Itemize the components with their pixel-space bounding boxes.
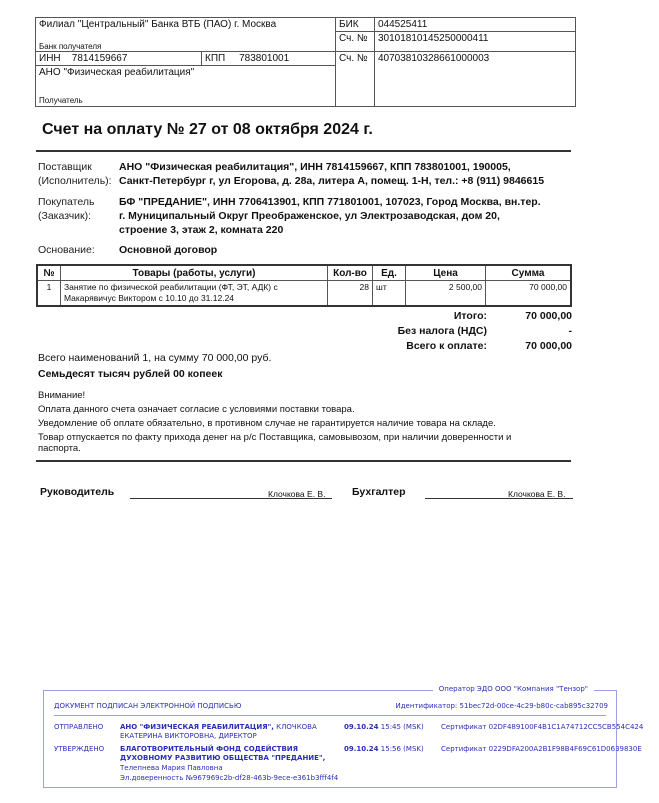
col-sum: Сумма xyxy=(486,265,572,281)
approved-date: 09.10.24 xyxy=(344,745,379,753)
notice-divider xyxy=(36,460,571,462)
bank-details-table xyxy=(35,17,576,107)
sent-person-2: ЕКАТЕРИНА ВИКТОРОВНА, ДИРЕКТОР xyxy=(120,732,257,740)
buyer-label-sub: (Заказчик): xyxy=(38,210,92,222)
buyer-block xyxy=(38,195,578,239)
row-num: 1 xyxy=(37,281,61,307)
total-value: 70 000,00 xyxy=(525,310,572,322)
recipient-name: АНО "Физическая реабилитация" xyxy=(39,67,195,78)
approved-org-2: ДУХОВНОМУ РАЗВИТИЮ ОБЩЕСТВА "ПРЕДАНИЕ", xyxy=(120,754,326,762)
approved-certificate: Сертификат 0229DFA200A2B1F98B4F69C61D0639830E xyxy=(441,745,642,753)
items-table xyxy=(36,264,572,307)
accountant-name: Клочкова Е. В. xyxy=(508,489,566,499)
sent-label: ОТПРАВЛЕНО xyxy=(54,723,104,731)
approved-org-1: БЛАГОТВОРИТЕЛЬНЫЙ ФОНД СОДЕЙСТВИЯ xyxy=(120,745,299,753)
due-row xyxy=(372,340,572,354)
items-count-summary: Всего наименований 1, на сумму 70 000,00 руб. xyxy=(38,352,272,364)
account-value: 40703810328661000003 xyxy=(378,53,490,64)
supplier-line-2: Санкт-Петербург г, ул Егорова, д. 28а, литера А, помещ. 1-Н, тел.: +8 (911) 9846615 xyxy=(119,175,545,187)
bank-name-cell xyxy=(36,18,336,52)
kpp-value: 783801001 xyxy=(239,53,290,64)
sent-date: 09.10.24 xyxy=(344,723,379,731)
col-qty: Кол-во xyxy=(328,265,373,281)
inn-cell xyxy=(36,52,202,66)
col-unit: Ед. xyxy=(373,265,406,281)
row-goods-line-1: Занятие по физической реабилитации (ФТ, ЭТ, АДК) с xyxy=(64,282,278,292)
approved-datetime xyxy=(344,745,424,753)
sent-certificate: Сертификат 02DF489100F4B1C1A74712CC5CB554C424 xyxy=(441,723,644,731)
approved-poa: Эл.доверенность №967969c2b-df28-463b-9ece-e361b3fff4f4 xyxy=(120,774,339,782)
total-row xyxy=(372,310,572,324)
sent-signer xyxy=(120,723,317,731)
notice-line-2: Уведомление об оплате обязательно, в противном случае не гарантируется наличие товара на складе. xyxy=(38,418,496,429)
buyer-label: Покупатель xyxy=(38,196,95,208)
sent-person-1: КЛОЧКОВА xyxy=(276,723,317,731)
invoice-title: Счет на оплату № 27 от 08 октября 2024 г. xyxy=(42,121,373,138)
director-name: Клочкова Е. В. xyxy=(268,489,326,499)
inn-value: 7814159667 xyxy=(71,53,128,64)
recipient-cell xyxy=(36,66,336,107)
vat-label: Без налога (НДС) xyxy=(397,325,487,337)
title-divider xyxy=(36,150,571,152)
inn-label: ИНН xyxy=(39,53,61,64)
account-label: Сч. № xyxy=(336,52,375,107)
sent-datetime xyxy=(344,723,424,731)
row-qty: 28 xyxy=(328,281,373,307)
bank-name: Филиал "Центральный" Банка ВТБ (ПАО) г. Москва xyxy=(39,19,277,30)
edo-identifier: Идентификатор: 51bec72d-00ce-4c29-b80c-cab895c32709 xyxy=(395,702,608,710)
row-unit: шт xyxy=(373,281,406,307)
supplier-label-sub: (Исполнитель): xyxy=(38,175,112,187)
amount-in-words: Семьдесят тысяч рублей 00 копеек xyxy=(38,368,223,380)
buyer-line-1: БФ "ПРЕДАНИЕ", ИНН 7706413901, КПП 771801001, 107023, Город Москва, вн.тер. xyxy=(119,196,541,208)
notice-line-1: Оплата данного счета означает согласие с условиями поставки товара. xyxy=(38,404,355,415)
corr-account-label: Сч. № xyxy=(336,32,375,52)
vat-value: - xyxy=(568,325,572,337)
total-label: Итого: xyxy=(453,310,487,322)
row-goods xyxy=(61,281,328,307)
row-price: 2 500,00 xyxy=(406,281,486,307)
edo-divider xyxy=(54,715,606,716)
notice-line-4: паспорта. xyxy=(38,443,81,454)
recipient-label: Получатель xyxy=(39,96,83,105)
accountant-label: Бухгалтер xyxy=(352,486,406,498)
buyer-line-3: строение 3, этаж 2, комната 220 xyxy=(119,224,284,236)
basis-label: Основание: xyxy=(38,244,95,256)
kpp-cell xyxy=(202,52,336,66)
director-label: Руководитель xyxy=(40,486,115,498)
supplier-block xyxy=(38,160,578,190)
bank-label: Банк получателя xyxy=(39,42,102,51)
kpp-label: КПП xyxy=(205,53,226,64)
edo-heading: ДОКУМЕНТ ПОДПИСАН ЭЛЕКТРОННОЙ ПОДПИСЬЮ xyxy=(54,702,242,710)
due-value: 70 000,00 xyxy=(525,340,572,352)
col-goods: Товары (работы, услуги) xyxy=(61,265,328,281)
bik-label: БИК xyxy=(336,18,375,32)
approved-label: УТВЕРЖДЕНО xyxy=(54,745,105,753)
vat-row xyxy=(372,325,572,339)
col-price: Цена xyxy=(406,265,486,281)
bik-value: 044525411 xyxy=(375,18,576,32)
edo-operator: Оператор ЭДО ООО "Компания "Тензор" xyxy=(433,685,594,693)
notice-heading: Внимание! xyxy=(38,390,86,401)
row-goods-line-2: Макарявичус Виктором с 10.10 до 31.12.24 xyxy=(64,293,235,303)
basis-value: Основной договор xyxy=(119,244,218,256)
due-label: Всего к оплате: xyxy=(406,340,487,352)
notice-line-3: Товар отпускается по факту прихода денег на р/с Поставщика, самовывозом, при наличии доверенности и xyxy=(38,432,512,443)
approved-person: Телепнева Мария Павловна xyxy=(120,764,223,772)
sent-time: 15:45 (MSK) xyxy=(380,723,424,731)
items-header-row xyxy=(37,265,571,281)
supplier-line-1: АНО "Физическая реабилитация", ИНН 7814159667, КПП 783801001, 190005, xyxy=(119,161,511,173)
supplier-label: Поставщик xyxy=(38,161,92,173)
col-num: № xyxy=(37,265,61,281)
approved-time: 15:56 (MSK) xyxy=(380,745,424,753)
edo-signature-stamp xyxy=(43,685,644,788)
row-sum: 70 000,00 xyxy=(486,281,572,307)
buyer-line-2: г. Муниципальный Округ Преображенское, ул Электрозаводская, дом 20, xyxy=(119,210,500,222)
corr-account-value: 30101810145250000411 xyxy=(375,32,576,52)
table-row xyxy=(37,281,571,307)
basis-block xyxy=(38,243,578,257)
sent-org: АНО "ФИЗИЧЕСКАЯ РЕАБИЛИТАЦИЯ", xyxy=(120,723,274,731)
